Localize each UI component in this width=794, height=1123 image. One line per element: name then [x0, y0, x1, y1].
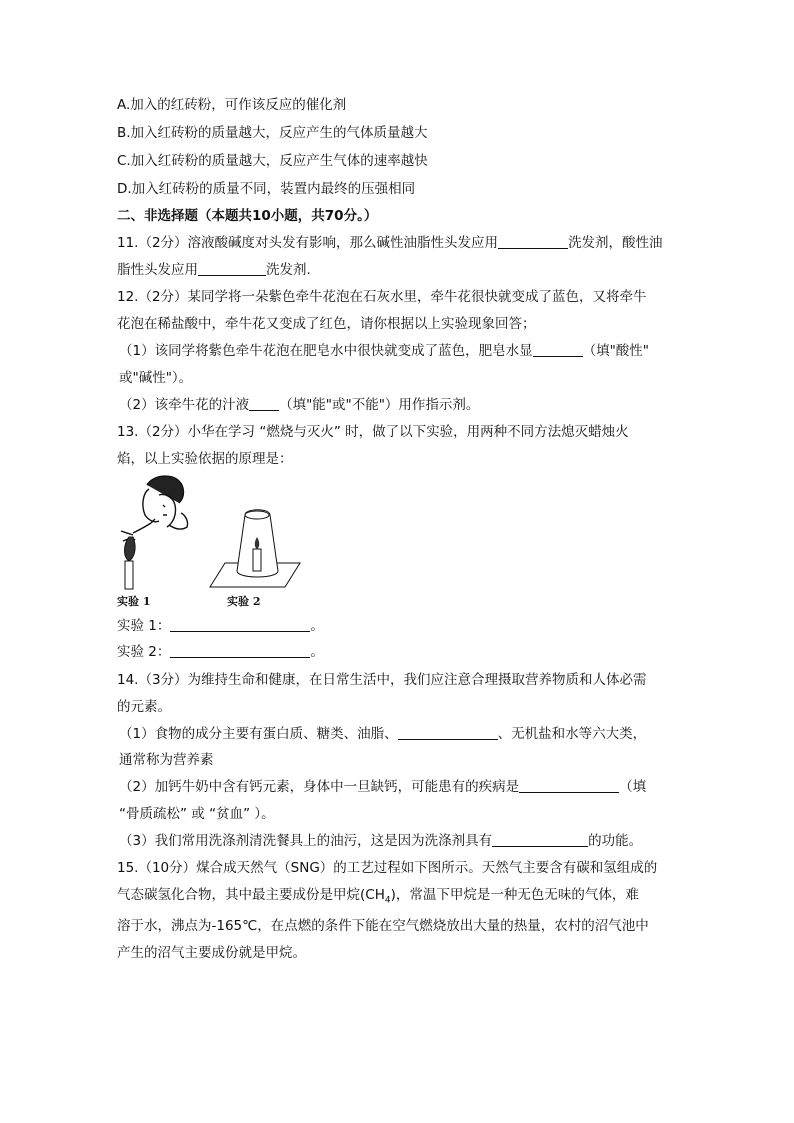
q14-sub3-text: （3）我们常用洗涤剂清洗餐具上的油污，这是因为洗涤剂具有: [119, 833, 493, 849]
q14-sub2-line1: [119, 778, 646, 796]
q14-blank-1[interactable]: [398, 725, 498, 740]
q13-blank-2[interactable]: [170, 643, 310, 658]
q12-blank-1[interactable]: [533, 342, 583, 357]
q12-sub2-text: （2）该牵牛花的汁液: [119, 397, 250, 413]
q14-blank-3[interactable]: [492, 832, 588, 847]
q14-blank-2[interactable]: [519, 778, 619, 793]
q15-line2-tail: )，常温下甲烷是一种无色无味的气体，难: [390, 887, 639, 903]
q15-line2: [117, 886, 639, 910]
q13-exp2-label: 实验 2：: [117, 644, 171, 660]
q13-exp2-period: 。: [310, 644, 324, 660]
q14-sub2-line2: “骨质疏松” 或 “贫血” ）。: [119, 806, 275, 822]
option-c: C.加入红砖粉的质量越大，反应产生气体的速率越快: [117, 153, 428, 169]
q11-text-c: 脂性头发应用: [117, 262, 198, 278]
q12-sub1-text: （1）该同学将紫色牵牛花泡在肥皂水中很快就变成了蓝色，肥皂水显: [119, 343, 533, 359]
option-d: D.加入红砖粉的质量不同，装置内最终的压强相同: [117, 181, 416, 197]
section-heading: 二、非选择题（本题共10小题，共70分。）: [117, 208, 378, 224]
q15-line2-text: 气态碳氢化合物，其中最主要成份是甲烷(CH: [117, 887, 385, 903]
q11-blank-1[interactable]: [498, 234, 568, 249]
q14-sub1-tail: 、无机盐和水等六大类，: [497, 726, 647, 742]
q12-blank-2[interactable]: [249, 396, 279, 411]
option-b: B.加入红砖粉的质量越大，反应产生的气体质量越大: [117, 125, 428, 141]
q12-sub1-line2: 或"碱性"）。: [119, 370, 193, 386]
q14-sub2-text: （2）加钙牛奶中含有钙元素，身体中一旦缺钙，可能患有的疾病是: [119, 779, 520, 795]
q13-exp1: [117, 617, 324, 635]
q11-text-a: 11.（2分）溶液酸碱度对头发有影响，那么碱性油脂性头发应用: [117, 235, 499, 251]
q15-ch4-subscript: 4: [384, 895, 391, 906]
q12-sub1-line1: [119, 342, 649, 360]
q14-sub3-tail: 的功能。: [588, 833, 643, 849]
q11-blank-2[interactable]: [198, 261, 266, 276]
q12-sub2-hint: （填"能"或"不能"）用作指示剂。: [279, 397, 480, 413]
q14-sub1-text: （1）食物的成分主要有蛋白质、糖类、油脂、: [119, 726, 398, 742]
q14-sub1-line2: 通常称为营养素: [119, 752, 214, 768]
q11-text-b: 洗发剂，酸性油: [568, 235, 663, 251]
girl-blowing-illustration: [121, 476, 188, 547]
q15-line4: 产生的沼气主要成份就是甲烷。: [117, 945, 306, 961]
q13-blank-1[interactable]: [170, 617, 310, 632]
q12-sub2: [119, 396, 479, 414]
q14-sub2-hint: （填: [619, 779, 647, 795]
figure-label-2: 实验 2: [227, 595, 261, 608]
q14-line2: 的元素。: [117, 699, 171, 715]
q13-exp1-label: 实验 1：: [117, 618, 171, 634]
q14-sub1-line1: [119, 725, 646, 743]
q13-exp2: [117, 643, 324, 661]
q12-line2: 花泡在稀盐酸中，牵牛花又变成了红色，请你根据以上实验现象回答；: [117, 316, 536, 332]
q11-text-d: 洗发剂.: [266, 262, 311, 278]
q11-line1: [117, 234, 663, 252]
q12-line1: 12.（2分）某同学将一朵紫色牵牛花泡在石灰水里，牵牛花很快就变成了蓝色，又将牵牛: [117, 289, 647, 305]
q12-sub1-hint: （填"酸性": [582, 343, 650, 359]
figure-label-1: 实验 1: [117, 595, 151, 608]
candle-experiment-figure: [115, 475, 305, 600]
candle-2-illustration: [210, 510, 300, 587]
q13-line2: 焰，以上实验依据的原理是：: [117, 451, 293, 467]
q13-line1: 13.（2分）小华在学习 “燃烧与灭火” 时，做了以下实验，用两种不同方法熄灭蜡烛火: [117, 424, 629, 440]
candle-1-illustration: [125, 537, 136, 589]
q15-line1: 15.（10分）煤合成天然气（SNG）的工艺过程如下图所示。天然气主要含有碳和氢组成的: [117, 860, 658, 876]
q15-line3: 溶于水，沸点为-165℃，在点燃的条件下能在空气燃烧放出大量的热量，农村的沼气池中: [117, 918, 649, 934]
q11-line2: [117, 261, 311, 279]
q14-line1: 14.（3分）为维持生命和健康，在日常生活中，我们应注意合理摄取营养物质和人体必需: [117, 672, 647, 688]
option-a: A.加入的红砖粉，可作该反应的催化剂: [117, 97, 347, 113]
q13-exp1-period: 。: [310, 618, 324, 634]
q14-sub3: [119, 832, 642, 850]
